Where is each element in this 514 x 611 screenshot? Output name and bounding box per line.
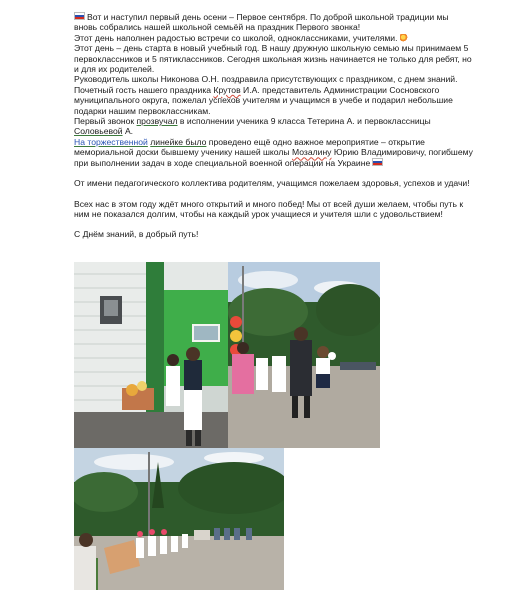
paragraph-start: Этот день – день старта в новый учебный год. В нашу дружную школьную семью мы принимаем 5 первоклассников и 5 пятиклассников. Сегодня школьная жизнь начинается не только для ребят, но и для их родителей. (74, 43, 472, 75)
paragraph-memorial: На торжественной линейке было проведено ещё одно важное мероприятие – открытие мемориальной доски бывшему ученику нашей школы Мозалину Юрию Владимировичу, погибшему при выполнении задач в ходе специальной военной операции на Украине (74, 136, 473, 168)
russian-flag-icon (372, 158, 383, 166)
paragraph-joy: Этот день наполнен радостью встречи со школой, одноклассниками, учителями. (74, 33, 474, 43)
photo-schoolyard (74, 448, 284, 590)
paragraph-director: Руководитель школы Никонова О.Н. поздравила присутствующих с праздником, с днем знаний. (74, 74, 458, 85)
sparkle-emoji-icon (400, 34, 408, 42)
paragraph-closing: С Днём знаний, в добрый путь! (74, 229, 199, 240)
paragraph-intro: Вот и наступил первый день осени – Первое сентября. По доброй школьной традиции мы вновь собрались нашей школьной семьёй на праздник Первого звонка! (74, 12, 449, 33)
paragraph-bell: Первый звонок прозвучал в исполнении ученика 9 класса Тетерина А. и первоклассницы Соловьевой А. (74, 116, 431, 137)
paragraph-guest: Почетный гость нашего праздника Крутов И.А. представитель Администрации Сосновского муниципального округа, пожелал успехов учителям и учащимся в учебе и подарил небольшие подарки нашим первоклассникам. (74, 84, 453, 116)
photo-ceremony-line (228, 262, 380, 448)
russian-flag-icon (74, 12, 85, 20)
document-body (74, 12, 474, 240)
paragraph-wishes: От имени педагогического коллектива родителям, учащимся пожелаем здоровья, успехов и удачи! (74, 178, 470, 189)
paragraph-year: Всех нас в этом году ждёт много открытий и много побед! Мы от всей души желаем, чтобы путь к ним не показался долгим, чтобы на каждый урок учащиеся и учителя шли с удовольствием! (74, 198, 464, 219)
guest-name: Крутов (213, 84, 241, 95)
hero-name: Мозалину (291, 147, 332, 158)
photo-memorial-plaque (74, 262, 230, 448)
